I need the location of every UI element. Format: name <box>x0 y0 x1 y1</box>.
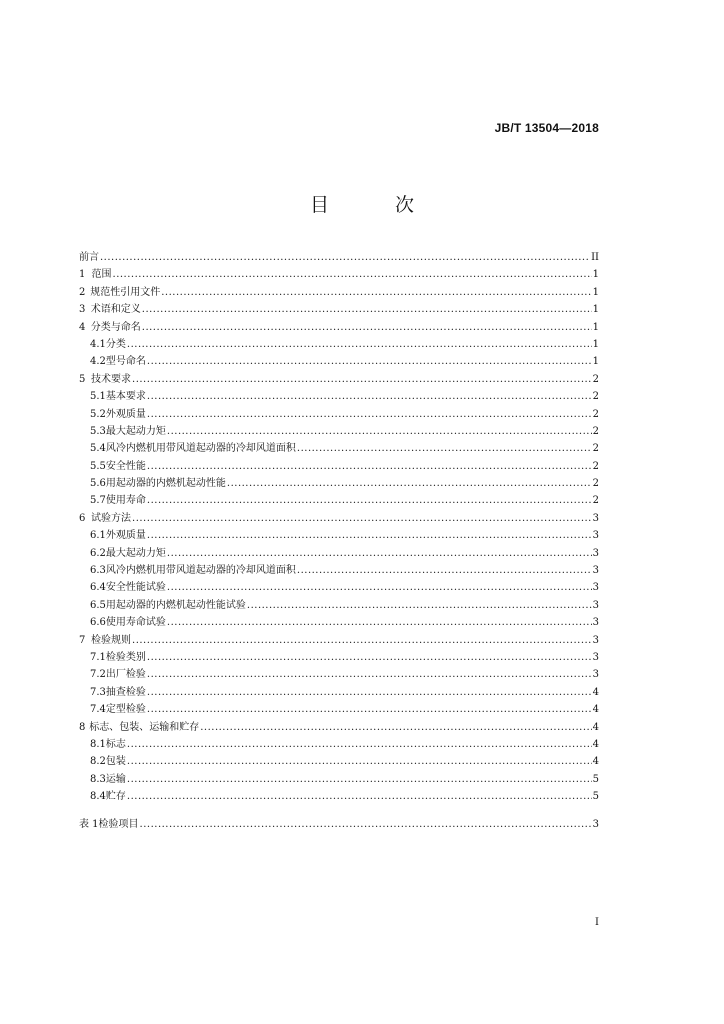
entry-page-number: 2 <box>592 391 599 403</box>
entry-number: 8.2 <box>90 756 106 768</box>
dot-leader <box>147 458 592 475</box>
entry-page-number: 4 <box>592 738 599 750</box>
entry-number: 2 <box>79 286 86 298</box>
toc-entry[interactable] <box>79 736 599 753</box>
page-number: I <box>595 917 599 928</box>
toc-entry[interactable] <box>79 788 599 805</box>
dot-leader <box>227 475 592 492</box>
toc-entry[interactable] <box>79 684 599 701</box>
list-of-tables <box>79 816 599 833</box>
toc-entry[interactable] <box>79 266 599 283</box>
entry-title: 标志 <box>105 738 126 750</box>
entry-page-number: 2 <box>592 425 599 437</box>
toc-entry[interactable] <box>79 388 599 405</box>
entry-page-number: 3 <box>592 819 599 830</box>
entry-title: 检验项目 <box>98 819 139 830</box>
dot-leader <box>147 353 592 370</box>
entry-number: 1 <box>79 269 86 281</box>
entry-page-number: 2 <box>592 478 599 490</box>
entry-page-number: 3 <box>592 617 599 629</box>
entry-page-number: 1 <box>592 338 599 350</box>
dot-leader <box>147 527 592 544</box>
entry-number: 6 <box>79 512 86 524</box>
toc-entry[interactable] <box>79 527 599 544</box>
table-of-contents <box>79 249 599 806</box>
entry-title: 分类 <box>105 338 126 350</box>
dot-leader <box>147 684 592 701</box>
entry-title: 外观质量 <box>105 408 146 420</box>
toc-entry[interactable] <box>79 492 599 509</box>
entry-number: 5.3 <box>90 425 106 437</box>
entry-title: 出厂检验 <box>105 669 146 681</box>
standard-code: JB/T 13504—2018 <box>494 121 599 135</box>
entry-number: 6.3 <box>90 565 106 577</box>
entry-number: 5.1 <box>90 391 106 403</box>
entry-number: 7 <box>79 634 86 646</box>
toc-entry[interactable] <box>79 614 599 631</box>
dot-leader <box>247 597 592 614</box>
entry-number: 5.6 <box>90 478 106 490</box>
entry-title: 用起动器的内燃机起动性能试验 <box>105 599 246 611</box>
dot-leader <box>147 649 592 666</box>
entry-page-number: II <box>591 252 599 263</box>
dot-leader <box>147 701 592 718</box>
entry-number: 8.1 <box>90 738 106 750</box>
entry-title: 术语和定义 <box>90 304 141 316</box>
toc-entry[interactable] <box>79 249 599 266</box>
entry-title: 运输 <box>105 773 126 785</box>
entry-page-number: 5 <box>592 791 599 803</box>
toc-entry[interactable] <box>79 336 599 353</box>
dot-leader <box>142 319 592 336</box>
toc-entry[interactable] <box>79 510 599 527</box>
entry-page-number: 3 <box>592 530 599 542</box>
entry-number: 5.4 <box>90 443 106 455</box>
entry-number: 6.6 <box>90 617 106 629</box>
entry-number: 3 <box>79 304 86 316</box>
dot-leader <box>147 388 592 405</box>
entry-page-number: 2 <box>592 373 599 385</box>
dot-leader <box>132 632 592 649</box>
entry-title: 前言 <box>79 252 99 263</box>
dot-leader <box>161 284 591 301</box>
entry-number: 6.5 <box>90 599 106 611</box>
entry-title: 规范性引用文件 <box>90 286 161 298</box>
dot-leader <box>100 249 590 266</box>
toc-entry[interactable] <box>79 771 599 788</box>
entry-title: 使用寿命 <box>105 495 146 507</box>
dot-leader <box>127 736 592 753</box>
toc-entry[interactable] <box>79 649 599 666</box>
dot-leader <box>132 510 592 527</box>
dot-leader <box>147 666 592 683</box>
entry-number: 7.4 <box>90 704 106 716</box>
entry-title: 检验规则 <box>91 634 132 646</box>
entry-page-number: 4 <box>592 721 599 733</box>
entry-page-number: 3 <box>592 512 599 524</box>
entry-title: 技术要求 <box>91 373 132 385</box>
toc-entry[interactable] <box>79 579 599 596</box>
entry-number: 8.3 <box>90 773 106 785</box>
entry-title: 最大起动力矩 <box>105 547 166 559</box>
entry-page-number: 3 <box>592 634 599 646</box>
entry-title: 贮存 <box>105 791 126 803</box>
entry-number: 5.7 <box>90 495 106 507</box>
dot-leader <box>167 614 592 631</box>
dot-leader <box>167 545 592 562</box>
entry-number: 4.2 <box>90 356 106 368</box>
toc-entry[interactable] <box>79 301 599 318</box>
entry-title: 最大起动力矩 <box>105 425 166 437</box>
dot-leader <box>140 816 592 833</box>
entry-page-number: 1 <box>592 356 599 368</box>
toc-entry[interactable] <box>79 666 599 683</box>
toc-entry[interactable] <box>79 545 599 562</box>
dot-leader <box>200 719 591 736</box>
entry-title: 标志、包装、运输和贮存 <box>89 721 200 733</box>
entry-page-number: 4 <box>592 756 599 768</box>
dot-leader <box>167 579 592 596</box>
toc-entry[interactable] <box>79 371 599 388</box>
dot-leader <box>127 771 592 788</box>
toc-entry[interactable] <box>79 701 599 718</box>
entry-title: 定型检验 <box>105 704 146 716</box>
dot-leader <box>132 371 592 388</box>
entry-title: 安全性能 <box>105 460 146 472</box>
toc-entry[interactable] <box>79 284 599 301</box>
entry-title: 试验方法 <box>91 512 132 524</box>
dot-leader <box>113 266 592 283</box>
entry-title: 风冷内燃机用带风道起动器的冷却风道面积 <box>105 443 296 455</box>
entry-page-number: 1 <box>592 304 599 316</box>
dot-leader <box>297 562 592 579</box>
dot-leader <box>127 788 592 805</box>
entry-number: 表 1 <box>79 819 99 830</box>
entry-number: 4.1 <box>90 338 106 350</box>
dot-leader <box>167 423 592 440</box>
toc-entry[interactable] <box>79 562 599 579</box>
entry-title: 型号命名 <box>105 356 146 368</box>
page-title: 目 次 <box>309 194 445 216</box>
dot-leader <box>297 440 592 457</box>
entry-number: 6.4 <box>90 582 106 594</box>
entry-page-number: 1 <box>592 269 599 281</box>
entry-page-number: 2 <box>592 495 599 507</box>
entry-page-number: 3 <box>592 547 599 559</box>
toc-entry[interactable] <box>79 423 599 440</box>
table-entry[interactable] <box>79 816 599 833</box>
entry-number: 5.2 <box>90 408 106 420</box>
entry-number: 7.3 <box>90 686 106 698</box>
toc-entry[interactable] <box>79 319 599 336</box>
entry-number: 6.2 <box>90 547 106 559</box>
entry-title: 外观质量 <box>105 530 146 542</box>
entry-number: 6.1 <box>90 530 106 542</box>
entry-page-number: 4 <box>592 686 599 698</box>
toc-entry[interactable] <box>79 597 599 614</box>
entry-page-number: 2 <box>592 460 599 472</box>
entry-title: 检验类别 <box>105 651 146 663</box>
entry-number: 8 <box>79 721 86 733</box>
entry-page-number: 3 <box>592 599 599 611</box>
dot-leader <box>147 406 592 423</box>
entry-title: 包装 <box>105 756 126 768</box>
entry-page-number: 5 <box>592 773 599 785</box>
entry-title: 风冷内燃机用带风道起动器的冷却风道面积 <box>105 565 296 577</box>
toc-entry[interactable] <box>79 353 599 370</box>
entry-page-number: 2 <box>592 443 599 455</box>
entry-number: 7.2 <box>90 669 106 681</box>
dot-leader <box>127 336 592 353</box>
entry-number: 5 <box>79 373 86 385</box>
dot-leader <box>142 301 592 318</box>
toc-entry[interactable] <box>79 406 599 423</box>
entry-title: 用起动器的内燃机起动性能 <box>105 478 226 490</box>
toc-entry[interactable] <box>79 753 599 770</box>
dot-leader <box>147 492 592 509</box>
toc-entry[interactable] <box>79 632 599 649</box>
entry-title: 范围 <box>91 269 112 281</box>
entry-number: 5.5 <box>90 460 106 472</box>
toc-entry[interactable] <box>79 458 599 475</box>
toc-entry[interactable] <box>79 475 599 492</box>
entry-title: 使用寿命试验 <box>105 617 166 629</box>
entry-page-number: 1 <box>592 321 599 333</box>
toc-entry[interactable] <box>79 719 599 736</box>
entry-title: 安全性能试验 <box>105 582 166 594</box>
entry-page-number: 3 <box>592 582 599 594</box>
entry-page-number: 3 <box>592 669 599 681</box>
entry-page-number: 2 <box>592 408 599 420</box>
toc-entry[interactable] <box>79 440 599 457</box>
entry-page-number: 1 <box>592 286 599 298</box>
entry-page-number: 3 <box>592 651 599 663</box>
entry-number: 8.4 <box>90 791 106 803</box>
dot-leader <box>127 753 592 770</box>
entry-title: 抽查检验 <box>105 686 146 698</box>
entry-page-number: 4 <box>592 704 599 716</box>
entry-page-number: 3 <box>592 565 599 577</box>
entry-number: 7.1 <box>90 651 106 663</box>
entry-title: 基本要求 <box>105 391 146 403</box>
entry-title: 分类与命名 <box>90 321 141 333</box>
entry-number: 4 <box>79 321 86 333</box>
